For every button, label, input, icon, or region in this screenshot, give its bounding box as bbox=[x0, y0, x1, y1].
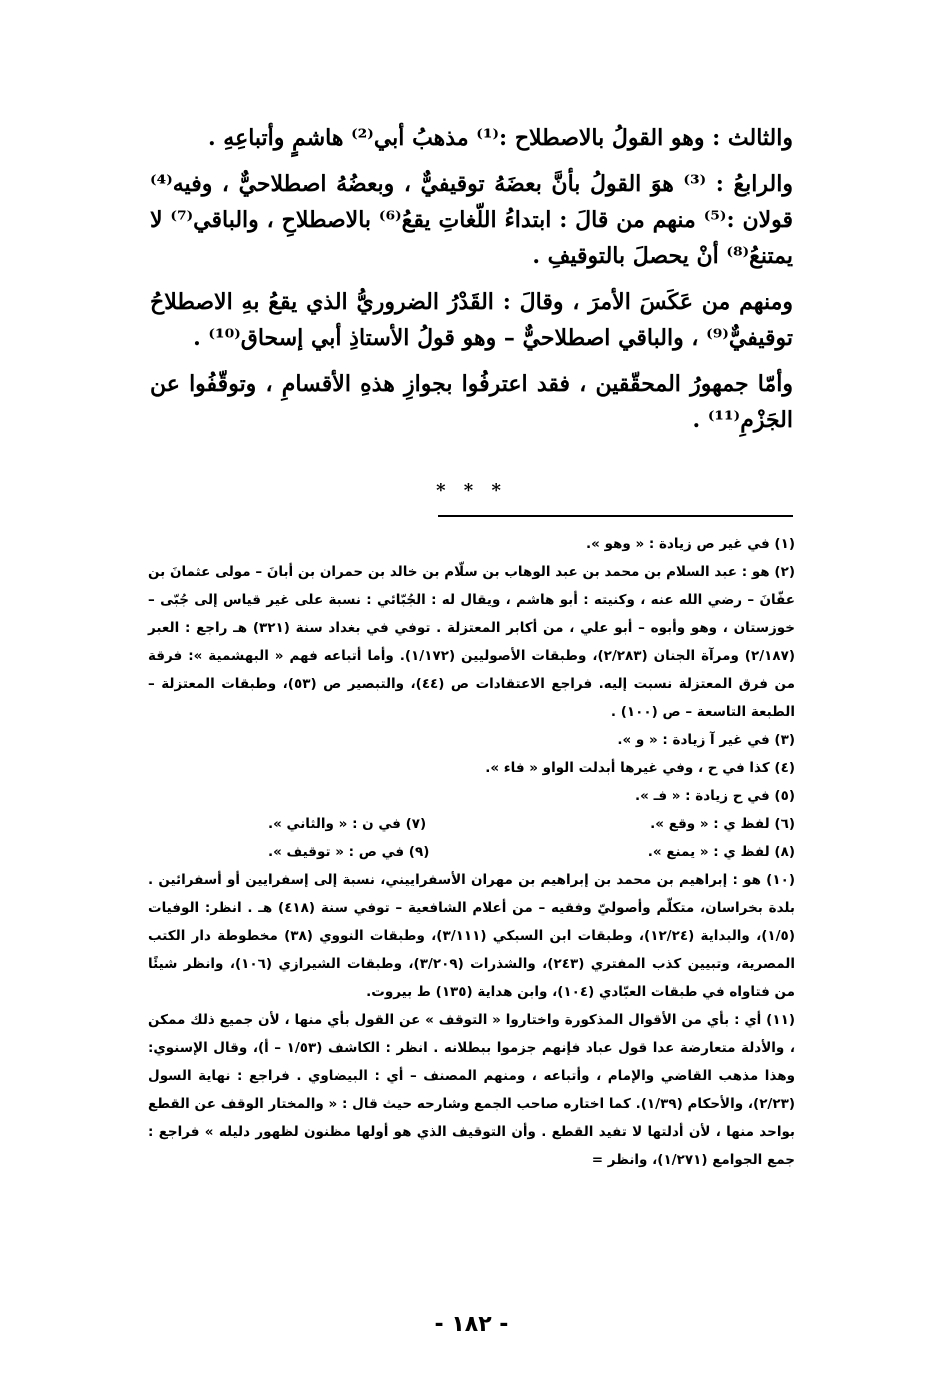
paragraph-majority-view bbox=[150, 366, 793, 438]
section-separator: * * * bbox=[436, 480, 507, 501]
footnote-4: (٤) كذا في ح ، وفي غيرها أبدلت الواو « فاء ». bbox=[485, 760, 795, 776]
footnotes bbox=[148, 530, 795, 1174]
footnote-3: (٣) في غير آ زيادة : « و ». bbox=[617, 732, 795, 748]
footnote-1: (١) في غير ص زيادة : « وهو ». bbox=[586, 536, 795, 552]
footnote-6: (٦) لفظ ي : « وقع ». bbox=[650, 816, 795, 832]
footnote-10: (١٠) هو : إبراهيم بن محمد بن إبراهيم بن مهران الأسفراييني، نسبة إلى إسفرايين أو أسفرائين . بلدة بخراسان، متكلّم وأصوليّ وفقيه – من أعلام الشافعية – توفي سنة (٤١٨) هـ . انظر: الوفيات (١/٥)، والبداية (١٢/٢٤)، وطبقات ابن السبكي (٣/١١١)، وطبقات النووي (٣٨) مخطوطة دار الكتب المصرية، وتبيين كذب المفتري (٢٤٣)، والشذرات (٣/٢٠٩)، وطبقات الشيرازي (١٠٦)، وانظر شيئًا من فتاواه في طبقات العبّادي (١٠٤)، وابن هداية (١٣٥) ط بيروت. bbox=[148, 872, 795, 1000]
text-third: وهو القولُ بالاصطلاح :⁽¹⁾ مذهبُ أبي⁽²⁾ هاشمٍ وأتباعِهِ . bbox=[207, 125, 705, 151]
text-reverse: ومنهم من عَكَسَ الأمرَ ، وقالَ : القَدْرُ الضروريُّ الذي يقعُ بهِ الاصطلاحُ توقيفيٌّ⁽⁹⁾ ، والباقي اصطلاحيٌّ – وهو قولُ الأستاذِ أبي إسحاق⁽¹⁰⁾ . bbox=[150, 289, 793, 351]
paragraph-reverse-view bbox=[150, 284, 793, 356]
text-majority: وأمّا جمهورُ المحقّقين ، فقد اعترفُوا بجوازِ هذهِ الأقسامِ ، وتوقّفُوا عن الجَزْمِ⁽¹¹⁾ . bbox=[150, 371, 793, 433]
paragraph-fourth-view bbox=[150, 166, 793, 274]
paragraph-third-view bbox=[150, 120, 793, 156]
footnote-2: (٢) هو : عبد السلام بن محمد بن عبد الوهاب بن سلّام بن خالد بن حمران بن أبانَ – مولى عثمانَ بن عفّانَ – رضي الله عنه ، وكنيته : أبو هاشم ، ويقال له : الجُبّائي : نسبة على غير قياس إلى جُبّى – خوزستان ، وهو وأبوه – أبو علي ، من أكابر المعتزلة . توفي في بغداد سنة (٣٢١) هـ راجع : العبر (٢/١٨٧) ومرآة الجنان (٢/٢٨٣)، وطبقات الأصوليين (١/١٧٢). وأما أتباعه فهم « البهشمية »: فرقة من فرق المعتزلة نسبت إليه. فراجع الاعتقادات ص (٤٤)، والتبصير ص (٥٣)، وطبقات المعتزلة – الطبعة التاسعة – ص (١٠٠) . bbox=[148, 564, 796, 720]
footnote-5: (٥) في ح زيادة : « فـ ». bbox=[635, 788, 795, 804]
footnote-7: (٧) في ن : « والثاني ». bbox=[268, 816, 427, 832]
footnote-9: (٩) في ص : « توقيف ». bbox=[268, 844, 430, 860]
main-text bbox=[150, 120, 793, 448]
footnote-11: (١١) أي : بأي من الأقوال المذكورة واختاروا « التوقف » عن القول بأي منها ، لأن جميع ذلك ممكن ، والأدلة متعارضة عدا قول عباد فإنهم جزموا ببطلانه . انظر : الكاشف (١/٥٣ – أ)، وقال الإسنوي: وهذا مذهب القاضي والإمام ، وأتباعه ، ومنهم المصنف – أي : البيضاوي . فراجع : نهاية السول (٢/٢٣)، والأحكام (١/٣٩). كما اختاره صاحب الجمع وشارحه حيث قال : « والمختار الوقف عن القطع بواحد منها ، لأن أدلتها لا تفيد القطع . وأن التوقيف الذي هو أولها مظنون لظهور دليله » فراجع : جمع الجوامع (١/٢٧١)، وانظر = bbox=[148, 1012, 796, 1168]
lead-third: والثالث : bbox=[712, 125, 793, 151]
footnote-8: (٨) لفظ ي : « يمنع ». bbox=[647, 844, 795, 860]
footnote-rule bbox=[438, 515, 793, 517]
footnote-row-8-9 bbox=[148, 838, 795, 866]
footnote-row-6-7 bbox=[148, 810, 795, 838]
lead-fourth: والرابعُ : bbox=[715, 171, 793, 197]
page-number: - ١٨٢ - bbox=[434, 1312, 509, 1337]
text-fourth: ⁽³⁾ هوَ القولُ بأنَّ بعضَهُ توقيفيٌّ ، وبعضُهُ اصطلاحيٌّ ، وفيه⁽⁴⁾ قولان :⁽⁵⁾ منهم من قالَ : ابتداءُ اللّغاتِ يقعُ⁽⁶⁾ بالاصطلاحِ ، والباقي⁽⁷⁾ لا يمتنعُ⁽⁸⁾ أنْ يحصلَ بالتوقيفِ . bbox=[150, 171, 794, 269]
